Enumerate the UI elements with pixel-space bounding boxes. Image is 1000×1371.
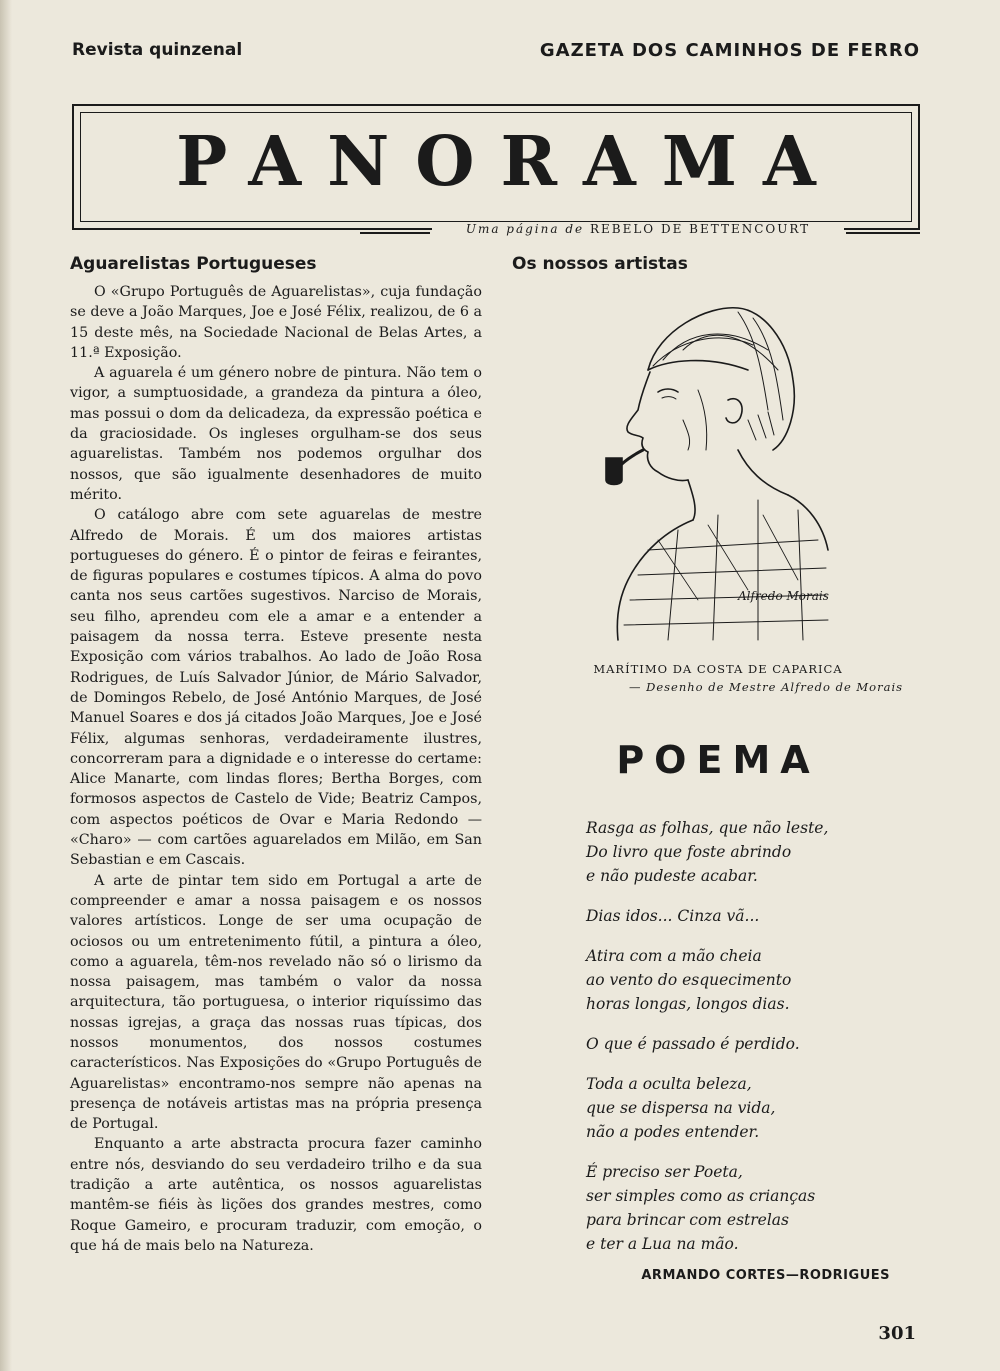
byline-lead: Uma página de	[465, 222, 585, 236]
caption-credit: — Desenho de Mestre Alfredo de Morais	[628, 680, 904, 694]
article-paragraph: Enquanto a arte abstracta procura fazer caminho entre nós, desviando do seu verdadeiro trilho e da sua tradição a arte autêntica, os nossos aguarelistas mantêm-se fiéis às lições dos grandes mestres, como Roque Gameiro, e procuram traduzir, com emoção, o que há de mais belo na Natureza.	[70, 1136, 482, 1254]
poem-line: Toda a oculta beleza,	[586, 1075, 752, 1093]
masthead-box	[72, 104, 920, 230]
page-edge-shadow	[0, 0, 12, 1371]
caption-title: MARÍTIMO DA COSTA DE CAPARICA	[593, 662, 843, 676]
poem-stanza	[586, 904, 906, 928]
poem-line: horas longas, longos dias.	[586, 995, 790, 1013]
drawing-signature: Alfredo Morais	[738, 589, 829, 603]
poem-author: ARMANDO CORTES—RODRIGUES	[641, 1268, 890, 1283]
poem-title: POEMA	[616, 738, 820, 782]
masthead-title: PANORAMA	[176, 122, 842, 202]
article-body	[70, 282, 482, 1256]
article-paragraph: O «Grupo Português de Aguarelistas», cuja fundação se deve a João Marques, Joe e José Félix, realizou, de 6 a 15 deste mês, na Sociedade Nacional de Belas Artes, a 11.ª Exposição.	[70, 284, 483, 361]
artists-heading: Os nossos artistas	[512, 254, 688, 274]
page-number: 301	[878, 1323, 916, 1344]
poem-line: não a podes entender.	[586, 1123, 760, 1141]
article-paragraph: O catálogo abre com sete aguarelas de mestre Alfredo de Morais. É um dos maiores artistas portugueses do género. É o pintor de feiras e feirantes, de figuras populares e costumes típicos. A alma do povo canta nos seus cartões sugestivos. Narciso de Morais, seu filho, aprendeu com ele a amar e a entender a paisagem da nossa terra. Esteve presente nesta Exposição com vários trabalhos. Ao lado de João Rosa Rodrigues, de Luís Salvador Júnior, de Mário Salvador, de Domingos Rebelo, de José António Marques, de José Manuel Soares e dos já citados João Marques, Joe e José Félix, algumas senhoras, verdadeiramente ilustres, concorreram para a dignidade e o interesse do certame: Alice Manarte, com lindas flores; Bertha Borges, com formosos aspectos de Castelo de Vide; Beatriz Campos, com aspectos poéticos de Ovar e Maria Redondo — «Charo» — com cartões aguarelados em Milão, em San Sebastian e em Cascais.	[70, 507, 482, 869]
poem-line: O que é passado é perdido.	[586, 1035, 800, 1053]
article-paragraph: A aguarela é um género nobre de pintura. Não tem o vigor, a sumptuosidade, a grandeza da pintura a óleo, mas possui o dom da delicadeza, da expressão poética e da graciosidade. Os ingleses orgulham-se dos seus aguarelistas. Também nos podemos orgulhar dos nossos, que são igualmente desenhadores de muito mérito.	[70, 365, 482, 503]
poem-stanza	[586, 944, 906, 1016]
poem-line: que se dispersa na vida,	[586, 1099, 776, 1117]
byline-rule-right	[846, 232, 920, 234]
poem-line: ao vento do esquecimento	[586, 971, 792, 989]
poem-line: Dias idos... Cinza vã...	[586, 907, 760, 925]
byline-text	[432, 222, 844, 236]
byline-rule-left	[360, 232, 430, 234]
poem-line: Atira com a mão cheia	[586, 947, 762, 965]
fisherman-drawing	[588, 300, 838, 650]
poem-line: e ter a Lua na mão.	[586, 1235, 739, 1253]
poem-stanza	[586, 1160, 906, 1256]
poem-stanza	[586, 1032, 906, 1056]
byline	[72, 222, 920, 240]
poem-line: e não pudeste acabar.	[586, 867, 758, 885]
poem-line: ser simples como as crianças	[586, 1187, 816, 1205]
running-header-right: GAZETA DOS CAMINHOS DE FERRO	[539, 40, 920, 61]
poem-line: É preciso ser Poeta,	[586, 1163, 743, 1181]
article-heading: Aguarelistas Portugueses	[70, 254, 317, 274]
poem-body	[586, 816, 906, 1272]
poem-stanza	[586, 816, 906, 888]
drawing-caption	[512, 660, 924, 696]
byline-author: REBELO DE BETTENCOURT	[589, 222, 811, 236]
article-paragraph: A arte de pintar tem sido em Portugal a arte de compreender e amar a nossa paisagem e os nossos valores artísticos. Longe de ser uma ocupação de ociosos ou um entretenimento fútil, a pintura a óleo, como a aguarela, têm-nos revelado não só o lirismo da nossa paisagem, mas também o valor da nossa arquitectura, tão portuguesa, o interior riquíssimo das nossas igrejas, a graça das nossas ruas típicas, dos nossos monumentos, dos nossos costumes característicos. Nas Exposições do «Grupo Português de Aguarelistas» encontramo-nos sempre não apenas na presença de notáveis artistas mas na própria presença de Portugal.	[70, 872, 482, 1133]
running-header-left: Revista quinzenal	[72, 40, 243, 60]
poem-stanza	[586, 1072, 906, 1144]
poem-line: Do livro que foste abrindo	[586, 843, 792, 861]
poem-line: Rasga as folhas, que não leste,	[586, 819, 829, 837]
poem-line: para brincar com estrelas	[586, 1211, 789, 1229]
